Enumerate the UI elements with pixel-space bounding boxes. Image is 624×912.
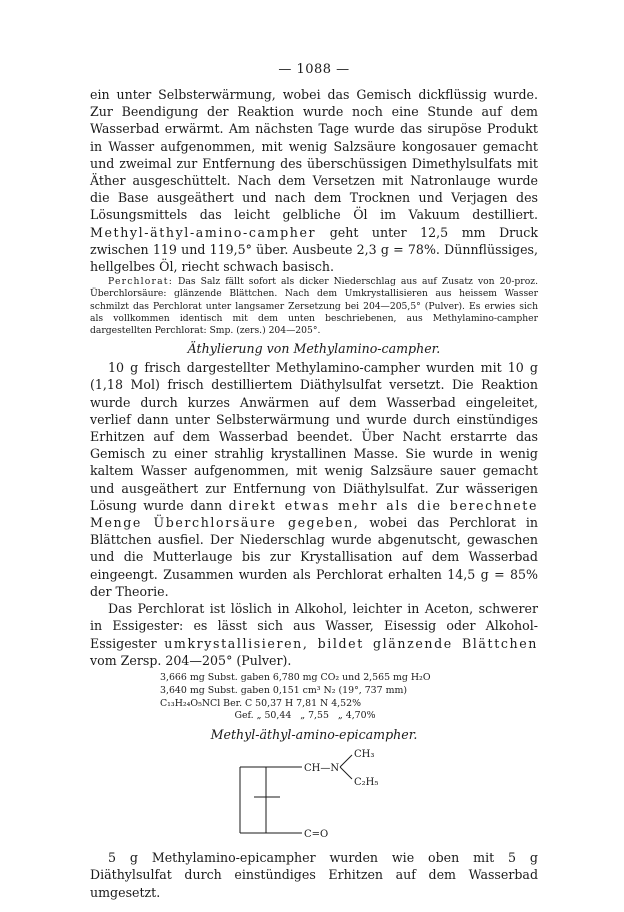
bond-to-ch3 [340, 755, 352, 767]
paragraph-2-text-a: 10 g frisch dargestellter Methylamino-campher wurden mit 10 g (1,18 Mol) frisch destilliertem Diäthylsulfat versetzt. Die Reaktion wurde durch kurzes Anwärmen auf dem Wasserbad eingeleitet, verlief dann unter Selbsterwärmung und wurde durch einstündiges Erhitzen auf dem Wasserbad beendet. Über Nacht erstarrte das Gemisch zu einer strahlig krystallinen Masse. Sie wurde in wenig kaltem Wasser aufgenommen, mit wenig Salzsäure sauer gemacht und ausgeäthert zur Entfernung von Diäthylsulfat. Zur wässerigen Lösung wurde dann [90, 360, 538, 513]
document-page [90, 62, 538, 901]
paragraph-1-text: ein unter Selbsterwärmung, wobei das Gemisch dickflüssig wurde. Zur Beendigung der Reaktion wurde noch eine Stunde auf dem Wasserbad erwärmt. Am nächsten Tage wurde das sirupöse Produkt in Wasser aufgenommen, mit wenig Salzsäure kongosauer gemacht und zweimal zur Entfernung des überschüssigen Dimethylsulfats mit Äther ausgeschüttelt. Nach dem Versetzen mit Natronlauge wurde die Base ausgeäthert und nach dem Trocknen und Verjagen des Lösungsmittels das leicht gelbliche Öl im Vakuum destilliert. [90, 87, 538, 223]
formula-c2h5: C₂H₅ [354, 777, 379, 789]
paragraph-2-spaced: direkt etwas mehr als die berechnete Menge Überchlorsäure gegeben, [90, 497, 538, 531]
structural-formula-drawing [90, 745, 538, 841]
paragraph-1-rest: geht unter 12,5 mm Druck zwischen 119 und 119,5° über. Ausbeute 2,3 g = 78%. Dünnflüssiges, hellgelbes Öl, riecht schwach basisch. [90, 224, 538, 275]
formula-ch-n: CH—N [304, 763, 340, 775]
structural-formula [90, 745, 538, 841]
paragraph-3 [90, 600, 538, 669]
paragraph-3-text-a: Das Perchlorat ist löslich in Alkohol, leichter in Aceton, schwerer in Essigester: es lässt sich aus Wasser, Eisessig oder Alkohol-Essigester [90, 601, 538, 651]
analysis-line: C₁₃H₂₄O₅NCl Ber. C 50,37 H 7,81 N 4,52% [160, 697, 361, 709]
paragraph-4: 5 g Methylamino-epicampher wurden wie oben mit 5 g Diäthylsulfat durch einstündiges Erhitzen auf dem Wasserbad umgesetzt. [90, 850, 538, 900]
section-heading-ethylation: Äthylierung von Methylamino-campher. [187, 341, 441, 357]
page-number: — 1088 — [278, 62, 350, 77]
section-heading-epicampher: Methyl-äthyl-amino-epicampher. [210, 727, 418, 743]
paragraph-2 [90, 359, 538, 600]
note-label: Perchlorat: [108, 276, 173, 288]
analysis-line: 3,666 mg Subst. gaben 6,780 mg CO₂ und 2,565 mg H₂O [160, 671, 431, 683]
formula-co: C=O [304, 829, 329, 841]
analysis-line: Gef. „ 50,44 „ 7,55 „ 4,70% [160, 710, 376, 722]
paragraph-2-text-b: wobei das Perchlorat in Blättchen ausfiel. Der Niederschlag wurde abgenutscht, gewaschen und die Mutterlauge bis zur Krystallisation auf dem Wasserbad eingeengt. Zusammen wurden als Perchlorat erhalten 14,5 g = 85% der Theorie. [90, 515, 538, 599]
paragraph-3-text-b: vom Zersp. 204—205° (Pulver). [90, 652, 292, 668]
note-text: Das Salz fällt sofort als dicker Niederschlag aus auf Zusatz von 20-proz. Überchlorsäure: glänzende Blättchen. Nach dem Umkrystallisieren aus heissem Wasser schmilzt das Perchlorat unter langsamer Zersetzung bei 204—205,5° (Pulver). Es erwies sich als vollkommen identisch mit dem unten beschriebenen, aus Methylamino-campher dargestellten Perchlorat: Smp. (zers.) 204—205°. [90, 276, 538, 337]
compound-name: Methyl-äthyl-amino-campher [90, 224, 317, 240]
analysis-line: 3,640 mg Subst. gaben 0,151 cm³ N₂ (19°, 737 mm) [160, 684, 408, 696]
bond-to-c2h5 [340, 767, 352, 779]
elemental-analysis [160, 672, 538, 723]
paragraph-1 [90, 86, 538, 275]
formula-ch3: CH₃ [354, 749, 375, 761]
perchlorate-note [90, 276, 538, 337]
paragraph-3-spaced: umkrystallisieren, bildet glänzende Blättchen [164, 635, 538, 651]
